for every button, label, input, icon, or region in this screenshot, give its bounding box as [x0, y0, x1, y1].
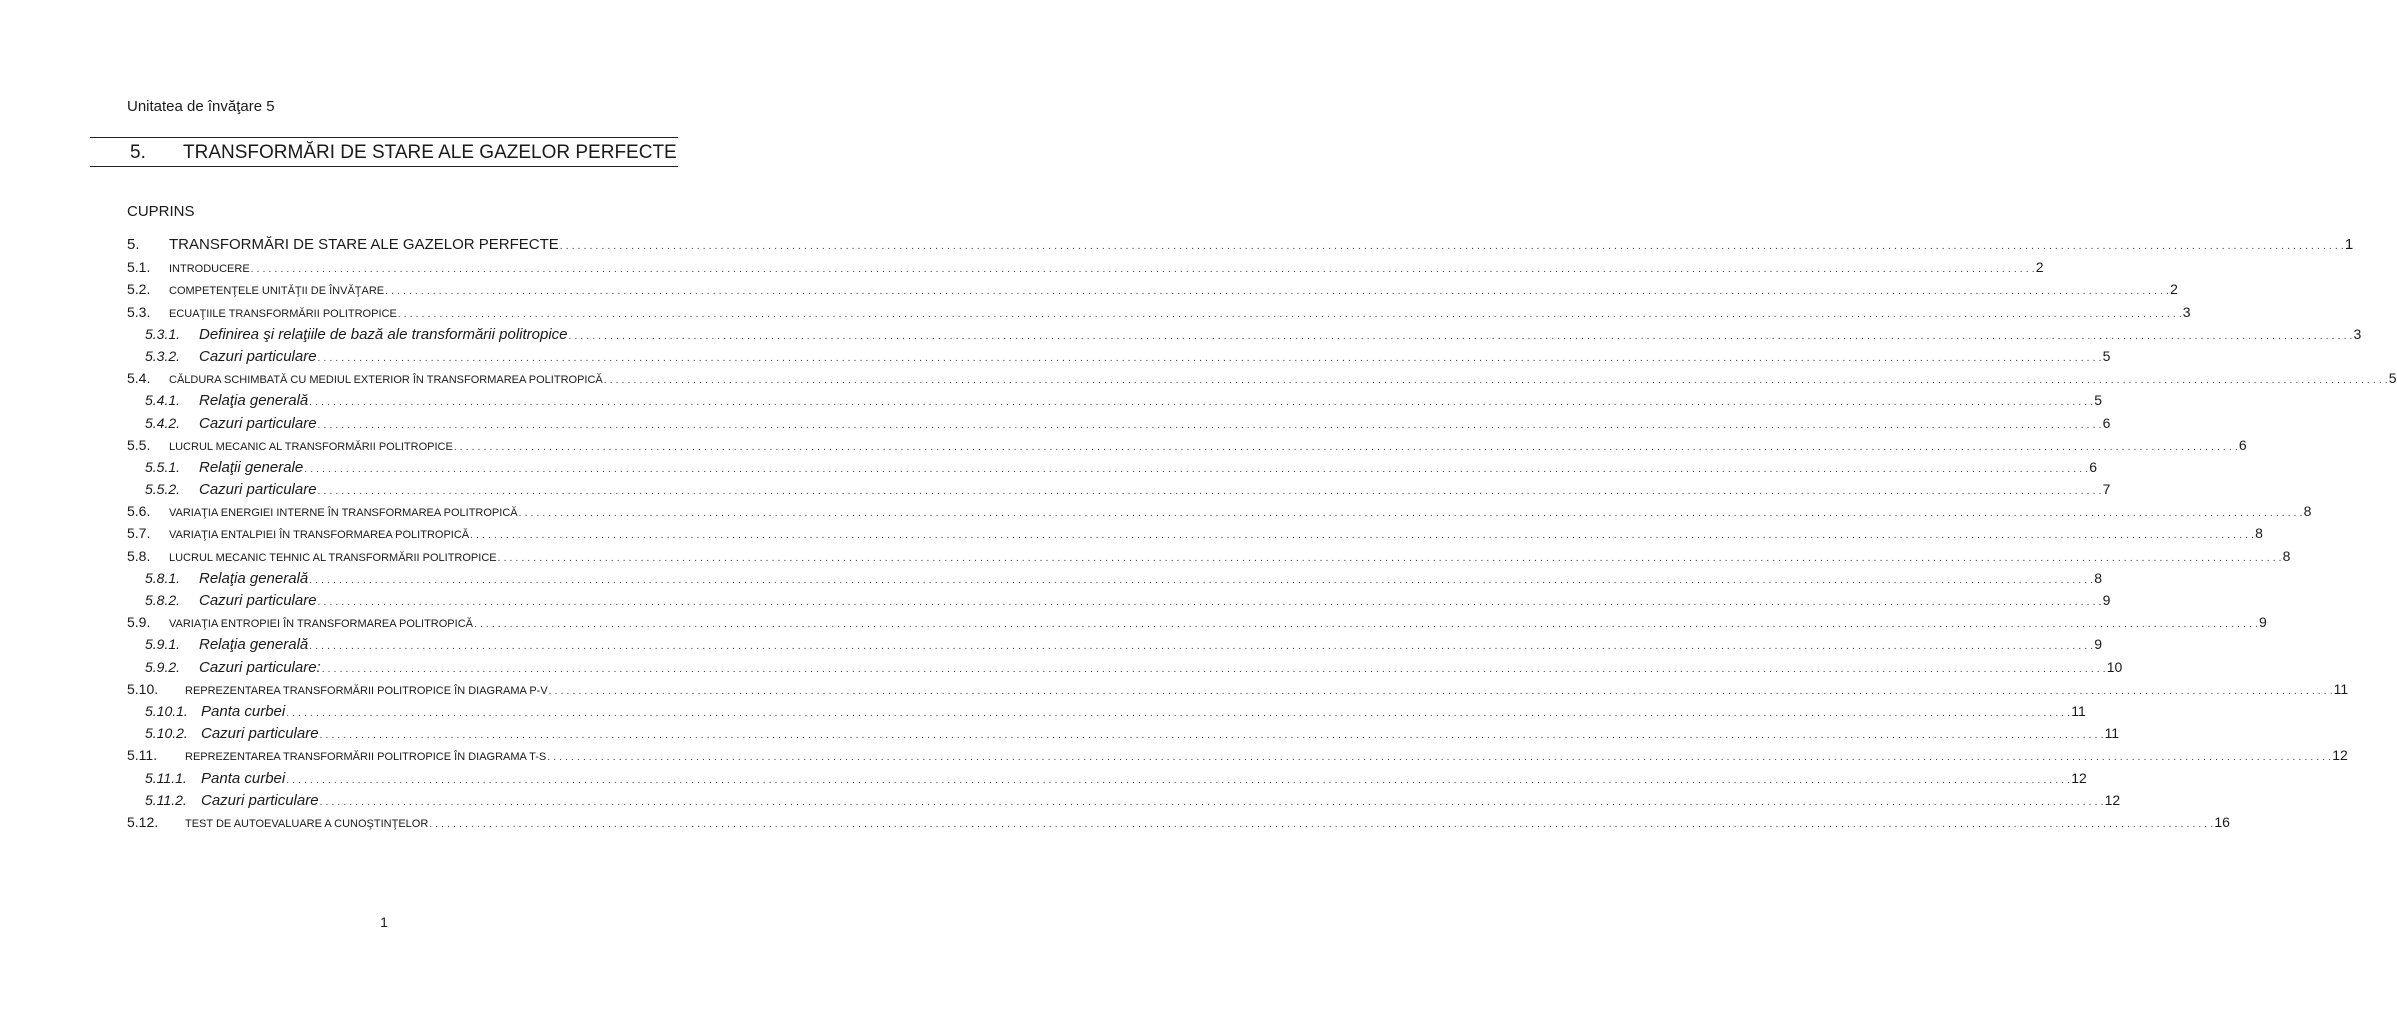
toc-entry-title-text: INTRODUCERE [169, 263, 250, 276]
toc-entry-number: 5.11.2. [145, 791, 187, 808]
toc-entry-page: 5 [2094, 392, 2103, 409]
toc-entry[interactable] [127, 767, 2087, 789]
toc-entry-page: 5 [2388, 370, 2397, 387]
toc-entry-number: 5.3.2. [145, 347, 181, 364]
toc-entry[interactable] [127, 412, 2111, 434]
toc-entry-number: 5.1. [127, 259, 151, 276]
toc-entry-title-text: Panta curbei [201, 702, 286, 720]
toc-entry-title-text: Relaţia generală [199, 636, 309, 654]
toc-dot-leader: . . . . . . . . . . . . . . . . . . . . . . . . . . . . . . . . . . . . . . . . . . . . . . . . . . . . . . . . . . . . . . . . . . . . . . . . . . . . . . . . . . . . . . . . . . . . . . . . . . . . . . . . . . . . . . . . . . . . . . . . . . . . . . . . . . . . . . . . . . . . . . . . . . . . . . . . . . . . . . . . . . . . . . . . . . . . . . . . . . . . . . . . . . . . . . . . . . . . . . . . . . . . . . . . . . . . . . . . . . . . . . . . . . . . . . . . . . . . . . . . . . . . . . . . . . . . . . . . . . . . . . . . . . . . . . . . . . . . . . . . . . . . . . . . . . . . . . . . . . . . [304, 463, 2089, 475]
toc-dot-leader: . . . . . . . . . . . . . . . . . . . . . . . . . . . . . . . . . . . . . . . . . . . . . . . . . . . . . . . . . . . . . . . . . . . . . . . . . . . . . . . . . . . . . . . . . . . . . . . . . . . . . . . . . . . . . . . . . . . . . . . . . . . . . . . . . . . . . . . . . . . . . . . . . . . . . . . . . . . . . . . . . . . . . . . . . . . . . . . . . . . . . . . . . . . . . . . . . . . . . . . . . . . . . . . . . . . . . . . . . . . . . . . . . . . . . . . . . . . . . . . . . . . . . . . . . . . . . . . . . . . . . . . . . . . . . . . . . . . . . . . . . . . . . . . . . . . . . . . . . . . . [309, 397, 2094, 409]
toc-entry-title-text: Definirea şi relaţiile de bază ale transformării politropice [199, 325, 568, 343]
toc-dot-leader: . . . . . . . . . . . . . . . . . . . . . . . . . . . . . . . . . . . . . . . . . . . . . . . . . . . . . . . . . . . . . . . . . . . . . . . . . . . . . . . . . . . . . . . . . . . . . . . . . . . . . . . . . . . . . . . . . . . . . . . . . . . . . . . . . . . . . . . . . . . . . . . . . . . . . . . . . . . . . . . . . . . . . . . . . . . . . . . . . . . . . . . . . . . . . . . . . . . . . . . . . . . . . . . . . . . . . . . . . . . . . . . . . . . . . . . . . . . . . . . . . . . . . . . . . . . . . . . . . . . . . . . . . . . . . . . . . . . . . . . . . . . . . . . . . . . . . . . . . . . . [473, 619, 2258, 631]
toc-entry-number: 5. [127, 236, 140, 253]
toc-entry-title-text: Cazuri particulare [199, 414, 317, 432]
toc-dot-leader: . . . . . . . . . . . . . . . . . . . . . . . . . . . . . . . . . . . . . . . . . . . . . . . . . . . . . . . . . . . . . . . . . . . . . . . . . . . . . . . . . . . . . . . . . . . . . . . . . . . . . . . . . . . . . . . . . . . . . . . . . . . . . . . . . . . . . . . . . . . . . . . . . . . . . . . . . . . . . . . . . . . . . . . . . . . . . . . . . . . . . . . . . . . . . . . . . . . . . . . . . . . . . . . . . . . . . . . . . . . . . . . . . . . . . . . . . . . . . . . . . . . . . . . . . . . . . . . . . . . . . . . . . . . . . . . . . . . . . . . . . . . . . . . . . . . . . . . . . . . . [317, 486, 2102, 498]
toc-dot-leader: . . . . . . . . . . . . . . . . . . . . . . . . . . . . . . . . . . . . . . . . . . . . . . . . . . . . . . . . . . . . . . . . . . . . . . . . . . . . . . . . . . . . . . . . . . . . . . . . . . . . . . . . . . . . . . . . . . . . . . . . . . . . . . . . . . . . . . . . . . . . . . . . . . . . . . . . . . . . . . . . . . . . . . . . . . . . . . . . . . . . . . . . . . . . . . . . . . . . . . . . . . . . . . . . . . . . . . . . . . . . . . . . . . . . . . . . . . . . . . . . . . . . . . . . . . . . . . . . . . . . . . . . . . . . . . . . . . . . . . . . . . . . . . . . . . . . . . . . . . . . [429, 818, 2214, 830]
toc-dot-leader: . . . . . . . . . . . . . . . . . . . . . . . . . . . . . . . . . . . . . . . . . . . . . . . . . . . . . . . . . . . . . . . . . . . . . . . . . . . . . . . . . . . . . . . . . . . . . . . . . . . . . . . . . . . . . . . . . . . . . . . . . . . . . . . . . . . . . . . . . . . . . . . . . . . . . . . . . . . . . . . . . . . . . . . . . . . . . . . . . . . . . . . . . . . . . . . . . . . . . . . . . . . . . . . . . . . . . . . . . . . . . . . . . . . . . . . . . . . . . . . . . . . . . . . . . . . . . . . . . . . . . . . . . . . . . . . . . . . . . . . . . . . . . . . . . . . . . . . . . . . . [286, 707, 2071, 719]
toc-entry-title-text: Relaţii generale [199, 458, 304, 476]
toc-dot-leader: . . . . . . . . . . . . . . . . . . . . . . . . . . . . . . . . . . . . . . . . . . . . . . . . . . . . . . . . . . . . . . . . . . . . . . . . . . . . . . . . . . . . . . . . . . . . . . . . . . . . . . . . . . . . . . . . . . . . . . . . . . . . . . . . . . . . . . . . . . . . . . . . . . . . . . . . . . . . . . . . . . . . . . . . . . . . . . . . . . . . . . . . . . . . . . . . . . . . . . . . . . . . . . . . . . . . . . . . . . . . . . . . . . . . . . . . . . . . . . . . . . . . . . . . . . . . . . . . . . . . . . . . . . . . . . . . . . . . . . . . . . . . . . . . . . . . . . . . . . . . [317, 352, 2102, 364]
toc-entry-page: 2 [2035, 259, 2044, 276]
toc-entry[interactable] [127, 256, 2044, 278]
toc-entry[interactable] [127, 522, 2263, 544]
toc-dot-leader: . . . . . . . . . . . . . . . . . . . . . . . . . . . . . . . . . . . . . . . . . . . . . . . . . . . . . . . . . . . . . . . . . . . . . . . . . . . . . . . . . . . . . . . . . . . . . . . . . . . . . . . . . . . . . . . . . . . . . . . . . . . . . . . . . . . . . . . . . . . . . . . . . . . . . . . . . . . . . . . . . . . . . . . . . . . . . . . . . . . . . . . . . . . . . . . . . . . . . . . . . . . . . . . . . . . . . . . . . . . . . . . . . . . . . . . . . . . . . . . . . . . . . . . . . . . . . . . . . . . . . . . . . . . . . . . . . . . . . . . . . . . . . . . . . . . . . . . . . . . . [518, 508, 2303, 520]
toc-entry-title [169, 234, 2354, 258]
toc-entry-title-text: Cazuri particulare [199, 347, 317, 365]
toc-entry-title-text: LUCRUL MECANIC TEHNIC AL TRANSFORMĂRII POLITROPICE [169, 551, 497, 564]
toc-entry-page: 9 [2094, 636, 2103, 653]
toc-entry[interactable] [127, 234, 2354, 256]
toc-entry-title-text: Cazuri particulare [199, 481, 317, 499]
toc-entry[interactable] [127, 656, 2123, 678]
toc-entry-page: 11 [2104, 725, 2120, 742]
table-of-contents [127, 234, 2397, 833]
toc-entry-title-text: TRANSFORMĂRI DE STARE ALE GAZELOR PERFECTE [169, 236, 559, 253]
toc-entry-page: 11 [2071, 702, 2086, 719]
toc-entry-page: 1 [2344, 236, 2354, 253]
toc-entry[interactable] [127, 589, 2111, 611]
toc-entry-title-text: Cazuri particulare [199, 592, 317, 609]
toc-entry[interactable] [127, 567, 2103, 589]
toc-dot-leader: . . . . . . . . . . . . . . . . . . . . . . . . . . . . . . . . . . . . . . . . . . . . . . . . . . . . . . . . . . . . . . . . . . . . . . . . . . . . . . . . . . . . . . . . . . . . . . . . . . . . . . . . . . . . . . . . . . . . . . . . . . . . . . . . . . . . . . . . . . . . . . . . . . . . . . . . . . . . . . . . . . . . . . . . . . . . . . . . . . . . . . . . . . . . . . . . . . . . . . . . . . . . . . . . . . . . . . . . . . . . . . . . . . . . . . . . . . . . . . . . . . . . . . . . . . . . . . . . . . . . . . . . . . . . . . . . . . . . . . . . . . . . . . . . . . . . . . . . . . . . [286, 774, 2071, 786]
toc-entry[interactable] [127, 323, 2362, 345]
toc-dot-leader: . . . . . . . . . . . . . . . . . . . . . . . . . . . . . . . . . . . . . . . . . . . . . . . . . . . . . . . . . . . . . . . . . . . . . . . . . . . . . . . . . . . . . . . . . . . . . . . . . . . . . . . . . . . . . . . . . . . . . . . . . . . . . . . . . . . . . . . . . . . . . . . . . . . . . . . . . . . . . . . . . . . . . . . . . . . . . . . . . . . . . . . . . . . . . . . . . . . . . . . . . . . . . . . . . . . . . . . . . . . . . . . . . . . . . . . . . . . . . . . . . . . . . . . . . . . . . . . . . . . . . . . . . . . . . . . . . . . . . . . . . . . . . . . . . . . . . . . . . . . . [470, 530, 2255, 542]
toc-dot-leader: . . . . . . . . . . . . . . . . . . . . . . . . . . . . . . . . . . . . . . . . . . . . . . . . . . . . . . . . . . . . . . . . . . . . . . . . . . . . . . . . . . . . . . . . . . . . . . . . . . . . . . . . . . . . . . . . . . . . . . . . . . . . . . . . . . . . . . . . . . . . . . . . . . . . . . . . . . . . . . . . . . . . . . . . . . . . . . . . . . . . . . . . . . . . . . . . . . . . . . . . . . . . . . . . . . . . . . . . . . . . . . . . . . . . . . . . . . . . . . . . . . . . . . . . . . . . . . . . . . . . . . . . . . . . . . . . . . . . . . . . . . . . . . . . . . . . . . . . . . . . [309, 641, 2094, 653]
toc-entry-title [185, 811, 2230, 836]
toc-entry-title-text: VARIAŢIA ENTALPIEI ÎN TRANSFORMAREA POLITROPICĂ [169, 529, 470, 542]
toc-entry[interactable] [127, 367, 2397, 389]
top-rule [90, 137, 678, 138]
toc-entry-page: 9 [2259, 614, 2267, 631]
toc-entry-number: 5.7. [127, 525, 151, 542]
toc-entry[interactable] [127, 278, 2178, 300]
toc-entry-title-text: VARIAŢIA ENTROPIEI ÎN TRANSFORMAREA POLITROPICĂ [169, 618, 473, 631]
toc-entry-page: 7 [2102, 481, 2111, 498]
toc-entry-title-text: Cazuri particulare: [199, 658, 321, 676]
toc-dot-leader: . . . . . . . . . . . . . . . . . . . . . . . . . . . . . . . . . . . . . . . . . . . . . . . . . . . . . . . . . . . . . . . . . . . . . . . . . . . . . . . . . . . . . . . . . . . . . . . . . . . . . . . . . . . . . . . . . . . . . . . . . . . . . . . . . . . . . . . . . . . . . . . . . . . . . . . . . . . . . . . . . . . . . . . . . . . . . . . . . . . . . . . . . . . . . . . . . . . . . . . . . . . . . . . . . . . . . . . . . . . . . . . . . . . . . . . . . . . . . . . . . . . . . . . . . . . . . . . . . . . . . . . . . . . . . . . . . . . . . . . . . . . . . . . . . . . . . . . . . . . . [317, 419, 2102, 431]
toc-entry-page: 10 [2106, 658, 2123, 675]
toc-dot-leader: . . . . . . . . . . . . . . . . . . . . . . . . . . . . . . . . . . . . . . . . . . . . . . . . . . . . . . . . . . . . . . . . . . . . . . . . . . . . . . . . . . . . . . . . . . . . . . . . . . . . . . . . . . . . . . . . . . . . . . . . . . . . . . . . . . . . . . . . . . . . . . . . . . . . . . . . . . . . . . . . . . . . . . . . . . . . . . . . . . . . . . . . . . . . . . . . . . . . . . . . . . . . . . . . . . . . . . . . . . . . . . . . . . . . . . . . . . . . . . . . . . . . . . . . . . . . . . . . . . . . . . . . . . . . . . . . . . . . . . . . . . . . . . . . . . . . . . . . . . . . [568, 330, 2353, 342]
toc-entry[interactable] [127, 478, 2111, 500]
toc-dot-leader: . . . . . . . . . . . . . . . . . . . . . . . . . . . . . . . . . . . . . . . . . . . . . . . . . . . . . . . . . . . . . . . . . . . . . . . . . . . . . . . . . . . . . . . . . . . . . . . . . . . . . . . . . . . . . . . . . . . . . . . . . . . . . . . . . . . . . . . . . . . . . . . . . . . . . . . . . . . . . . . . . . . . . . . . . . . . . . . . . . . . . . . . . . . . . . . . . . . . . . . . . . . . . . . . . . . . . . . . . . . . . . . . . . . . . . . . . . . . . . . . . . . . . . . . . . . . . . . . . . . . . . . . . . . . . . . . . . . . . . . . . . . . . . . . . . . . . . . . . . . . [319, 796, 2104, 808]
toc-entry[interactable] [127, 545, 2291, 567]
toc-entry[interactable] [127, 345, 2111, 367]
toc-entry-number: 5.9.2. [145, 658, 181, 675]
toc-entry-page: 8 [2255, 525, 2263, 542]
toc-entry[interactable] [127, 500, 2312, 522]
toc-entry-title-text: TEST DE AUTOEVALUARE A CUNOŞTINŢELOR [185, 817, 429, 830]
toc-entry-title-text: Relaţia generală [199, 569, 309, 587]
toc-dot-leader: . . . . . . . . . . . . . . . . . . . . . . . . . . . . . . . . . . . . . . . . . . . . . . . . . . . . . . . . . . . . . . . . . . . . . . . . . . . . . . . . . . . . . . . . . . . . . . . . . . . . . . . . . . . . . . . . . . . . . . . . . . . . . . . . . . . . . . . . . . . . . . . . . . . . . . . . . . . . . . . . . . . . . . . . . . . . . . . . . . . . . . . . . . . . . . . . . . . . . . . . . . . . . . . . . . . . . . . . . . . . . . . . . . . . . . . . . . . . . . . . . . . . . . . . . . . . . . . . . . . . . . . . . . . . . . . . . . . . . . . . . . . . . . . . . . . . . . . . . . . . [309, 574, 2094, 586]
toc-entry-title-text: Cazuri particulare [201, 725, 319, 743]
toc-entry-title-text: VARIAŢIA ENERGIEI INTERNE ÎN TRANSFORMAREA POLITROPICĂ [169, 507, 518, 520]
page-number: 1 [380, 914, 388, 930]
toc-entry-number: 5.4. [127, 370, 151, 387]
toc-entry[interactable] [127, 389, 2103, 411]
toc-entry-number: 5.11. [127, 747, 158, 764]
toc-dot-leader: . . . . . . . . . . . . . . . . . . . . . . . . . . . . . . . . . . . . . . . . . . . . . . . . . . . . . . . . . . . . . . . . . . . . . . . . . . . . . . . . . . . . . . . . . . . . . . . . . . . . . . . . . . . . . . . . . . . . . . . . . . . . . . . . . . . . . . . . . . . . . . . . . . . . . . . . . . . . . . . . . . . . . . . . . . . . . . . . . . . . . . . . . . . . . . . . . . . . . . . . . . . . . . . . . . . . . . . . . . . . . . . . . . . . . . . . . . . . . . . . . . . . . . . . . . . . . . . . . . . . . . . . . . . . . . . . . . . . . . . . . . . . . . . . . . . . . . . . . . . . [250, 264, 2035, 276]
toc-entry-page: 3 [2182, 303, 2191, 320]
toc-dot-leader: . . . . . . . . . . . . . . . . . . . . . . . . . . . . . . . . . . . . . . . . . . . . . . . . . . . . . . . . . . . . . . . . . . . . . . . . . . . . . . . . . . . . . . . . . . . . . . . . . . . . . . . . . . . . . . . . . . . . . . . . . . . . . . . . . . . . . . . . . . . . . . . . . . . . . . . . . . . . . . . . . . . . . . . . . . . . . . . . . . . . . . . . . . . . . . . . . . . . . . . . . . . . . . . . . . . . . . . . . . . . . . . . . . . . . . . . . . . . . . . . . . . . . . . . . . . . . . . . . . . . . . . . . . . . . . . . . . . . . . . . . . . . . . . . . . . . . . . . . . . . [385, 286, 2170, 298]
toc-entry-number: 5.8. [127, 547, 151, 564]
toc-entry-number: 5.6. [127, 503, 151, 520]
toc-entry-number: 5.4.2. [145, 414, 181, 431]
toc-entry-number: 5.5. [127, 436, 151, 453]
toc-dot-leader: . . . . . . . . . . . . . . . . . . . . . . . . . . . . . . . . . . . . . . . . . . . . . . . . . . . . . . . . . . . . . . . . . . . . . . . . . . . . . . . . . . . . . . . . . . . . . . . . . . . . . . . . . . . . . . . . . . . . . . . . . . . . . . . . . . . . . . . . . . . . . . . . . . . . . . . . . . . . . . . . . . . . . . . . . . . . . . . . . . . . . . . . . . . . . . . . . . . . . . . . . . . . . . . . . . . . . . . . . . . . . . . . . . . . . . . . . . . . . . . . . . . . . . . . . . . . . . . . . . . . . . . . . . . . . . . . . . . . . . . . . . . . . . . . . . . . . . . . . . . . [321, 663, 2106, 675]
toc-entry[interactable] [127, 611, 2267, 633]
toc-entry-number: 5.3.1. [145, 325, 181, 342]
toc-entry-number: 5.9. [127, 614, 151, 631]
toc-entry-page: 6 [2102, 414, 2111, 431]
toc-entry-title-text: CĂLDURA SCHIMBATĂ CU MEDIUL EXTERIOR ÎN TRANSFORMAREA POLITROPICĂ [169, 374, 603, 387]
toc-entry[interactable] [127, 456, 2098, 478]
toc-entry-page: 12 [2071, 769, 2087, 786]
chapter-title [130, 140, 678, 166]
toc-dot-leader: . . . . . . . . . . . . . . . . . . . . . . . . . . . . . . . . . . . . . . . . . . . . . . . . . . . . . . . . . . . . . . . . . . . . . . . . . . . . . . . . . . . . . . . . . . . . . . . . . . . . . . . . . . . . . . . . . . . . . . . . . . . . . . . . . . . . . . . . . . . . . . . . . . . . . . . . . . . . . . . . . . . . . . . . . . . . . . . . . . . . . . . . . . . . . . . . . . . . . . . . . . . . . . . . . . . . . . . . . . . . . . . . . . . . . . . . . . . . . . . . . . . . . . . . . . . . . . . . . . . . . . . . . . . . . . . . . . . . . . . . . . . . . . . . . . . . . . . . . . . . [548, 685, 2333, 697]
toc-entry-number: 5.10.2. [145, 725, 188, 742]
toc-entry-number: 5.11.1. [145, 769, 187, 786]
toc-entry[interactable] [127, 678, 2349, 700]
toc-entry-number: 5.8.1. [145, 569, 181, 586]
toc-entry-number: 5.10. [127, 680, 159, 697]
contents-heading: CUPRINS [127, 203, 195, 220]
toc-entry-page: 5 [2102, 347, 2111, 364]
toc-dot-leader: . . . . . . . . . . . . . . . . . . . . . . . . . . . . . . . . . . . . . . . . . . . . . . . . . . . . . . . . . . . . . . . . . . . . . . . . . . . . . . . . . . . . . . . . . . . . . . . . . . . . . . . . . . . . . . . . . . . . . . . . . . . . . . . . . . . . . . . . . . . . . . . . . . . . . . . . . . . . . . . . . . . . . . . . . . . . . . . . . . . . . . . . . . . . . . . . . . . . . . . . . . . . . . . . . . . . . . . . . . . . . . . . . . . . . . . . . . . . . . . . . . . . . . . . . . . . . . . . . . . . . . . . . . . . . . . . . . . . . . . . . . . . . . . . . . . . . . . . . . . . [547, 752, 2332, 764]
toc-dot-leader: . . . . . . . . . . . . . . . . . . . . . . . . . . . . . . . . . . . . . . . . . . . . . . . . . . . . . . . . . . . . . . . . . . . . . . . . . . . . . . . . . . . . . . . . . . . . . . . . . . . . . . . . . . . . . . . . . . . . . . . . . . . . . . . . . . . . . . . . . . . . . . . . . . . . . . . . . . . . . . . . . . . . . . . . . . . . . . . . . . . . . . . . . . . . . . . . . . . . . . . . . . . . . . . . . . . . . . . . . . . . . . . . . . . . . . . . . . . . . . . . . . . . . . . . . . . . . . . . . . . . . . . . . . . . . . . . . . . . . . . . . . . . . . . . . . . . . . . . . . . . [453, 441, 2238, 453]
running-header: Unitatea de învăţare 5 [127, 98, 275, 115]
toc-entry[interactable] [127, 700, 2086, 722]
toc-dot-leader: . . . . . . . . . . . . . . . . . . . . . . . . . . . . . . . . . . . . . . . . . . . . . . . . . . . . . . . . . . . . . . . . . . . . . . . . . . . . . . . . . . . . . . . . . . . . . . . . . . . . . . . . . . . . . . . . . . . . . . . . . . . . . . . . . . . . . . . . . . . . . . . . . . . . . . . . . . . . . . . . . . . . . . . . . . . . . . . . . . . . . . . . . . . . . . . . . . . . . . . . . . . . . . . . . . . . . . . . . . . . . . . . . . . . . . . . . . . . . . . . . . . . . . . . . . . . . . . . . . . . . . . . . . . . . . . . . . . . . . . . . . . . . . . . . . . . . . . . . . . . [397, 308, 2182, 320]
toc-entry[interactable] [127, 744, 2348, 766]
toc-entry-title-text: REPREZENTAREA TRANSFORMĂRII POLITROPICE ÎN DIAGRAMA P-V [185, 684, 548, 697]
toc-dot-leader: . . . . . . . . . . . . . . . . . . . . . . . . . . . . . . . . . . . . . . . . . . . . . . . . . . . . . . . . . . . . . . . . . . . . . . . . . . . . . . . . . . . . . . . . . . . . . . . . . . . . . . . . . . . . . . . . . . . . . . . . . . . . . . . . . . . . . . . . . . . . . . . . . . . . . . . . . . . . . . . . . . . . . . . . . . . . . . . . . . . . . . . . . . . . . . . . . . . . . . . . . . . . . . . . . . . . . . . . . . . . . . . . . . . . . . . . . . . . . . . . . . . . . . . . . . . . . . . . . . . . . . . . . . . . . . . . . . . . . . . . . . . . . . . . . . . . . . . . . . . . [497, 552, 2282, 564]
toc-entry-page: 8 [2094, 569, 2103, 586]
toc-entry-title-text: ECUAŢIILE TRANSFORMĂRII POLITROPICE [169, 307, 397, 320]
toc-entry-number: 5.9.1. [145, 636, 181, 653]
toc-entry-page: 12 [2332, 747, 2348, 764]
toc-entry-page: 9 [2102, 592, 2111, 608]
toc-entry-title-text: COMPETENŢELE UNITĂŢII DE ÎNVĂŢARE [169, 285, 385, 298]
toc-entry-page: 3 [2353, 325, 2362, 342]
toc-dot-leader: . . . . . . . . . . . . . . . . . . . . . . . . . . . . . . . . . . . . . . . . . . . . . . . . . . . . . . . . . . . . . . . . . . . . . . . . . . . . . . . . . . . . . . . . . . . . . . . . . . . . . . . . . . . . . . . . . . . . . . . . . . . . . . . . . . . . . . . . . . . . . . . . . . . . . . . . . . . . . . . . . . . . . . . . . . . . . . . . . . . . . . . . . . . . . . . . . . . . . . . . . . . . . . . . . . . . . . . . . . . . . . . . . . . . . . . . . . . . . . . . . . . . . . . . . . . . . . . . . . . . . . . . . . . . . . . . . . . . . . . . . . . . . . . . . . . . . . . . . . . . [319, 730, 2104, 742]
toc-entry-page: 6 [2238, 436, 2247, 453]
toc-entry-page: 11 [2333, 680, 2349, 697]
toc-entry[interactable] [127, 811, 2230, 833]
toc-entry-title-text: Relaţia generală [199, 392, 309, 410]
toc-entry-number: 5.5.1. [145, 458, 181, 475]
toc-entry-page: 2 [2170, 281, 2178, 298]
toc-entry-number: 5.5.2. [145, 481, 181, 498]
toc-entry-title-text: Panta curbei [201, 769, 286, 787]
toc-dot-leader: . . . . . . . . . . . . . . . . . . . . . . . . . . . . . . . . . . . . . . . . . . . . . . . . . . . . . . . . . . . . . . . . . . . . . . . . . . . . . . . . . . . . . . . . . . . . . . . . . . . . . . . . . . . . . . . . . . . . . . . . . . . . . . . . . . . . . . . . . . . . . . . . . . . . . . . . . . . . . . . . . . . . . . . . . . . . . . . . . . . . . . . . . . . . . . . . . . . . . . . . . . . . . . . . . . . . . . . . . . . . . . . . . . . . . . . . . . . . . . . . . . . . . . . . . . . . . . . . . . . . . . . . . . . . . . . . . . . . . . . . . . . . . . . . . . . . . . . . . . . . [317, 597, 2102, 608]
toc-entry-number: 5.2. [127, 281, 151, 298]
chapter-number: 5. [130, 142, 146, 163]
toc-entry-page: 8 [2303, 503, 2312, 520]
toc-entry[interactable] [127, 722, 2120, 744]
toc-entry-number: 5.3. [127, 303, 151, 320]
chapter-title-text: TRANSFORMĂRI DE STARE ALE GAZELOR PERFECTE [183, 142, 677, 163]
toc-entry[interactable] [127, 633, 2103, 655]
toc-dot-leader: . . . . . . . . . . . . . . . . . . . . . . . . . . . . . . . . . . . . . . . . . . . . . . . . . . . . . . . . . . . . . . . . . . . . . . . . . . . . . . . . . . . . . . . . . . . . . . . . . . . . . . . . . . . . . . . . . . . . . . . . . . . . . . . . . . . . . . . . . . . . . . . . . . . . . . . . . . . . . . . . . . . . . . . . . . . . . . . . . . . . . . . . . . . . . . . . . . . . . . . . . . . . . . . . . . . . . . . . . . . . . . . . . . . . . . . . . . . . . . . . . . . . . . . . . . . . . . . . . . . . . . . . . . . . . . . . . . . . . . . . . . . . . . . . . . . . . . . . . . . . [603, 375, 2388, 387]
toc-entry-number: 5.8.2. [145, 592, 181, 608]
toc-entry-page: 12 [2104, 791, 2121, 808]
toc-entry-number: 5.12. [127, 813, 159, 830]
toc-entry-page: 8 [2282, 547, 2291, 564]
bottom-rule [90, 166, 678, 167]
toc-entry-page: 16 [2214, 813, 2230, 830]
toc-entry-title-text: REPREZENTAREA TRANSFORMĂRII POLITROPICE ÎN DIAGRAMA T-S [185, 751, 547, 764]
toc-entry[interactable] [127, 301, 2191, 323]
toc-entry-number: 5.10.1. [145, 702, 188, 719]
toc-entry-number: 5.4.1. [145, 392, 181, 409]
toc-entry[interactable] [127, 789, 2121, 811]
toc-entry[interactable] [127, 434, 2247, 456]
toc-entry-title-text: LUCRUL MECANIC AL TRANSFORMĂRII POLITROPICE [169, 440, 453, 453]
toc-dot-leader: . . . . . . . . . . . . . . . . . . . . . . . . . . . . . . . . . . . . . . . . . . . . . . . . . . . . . . . . . . . . . . . . . . . . . . . . . . . . . . . . . . . . . . . . . . . . . . . . . . . . . . . . . . . . . . . . . . . . . . . . . . . . . . . . . . . . . . . . . . . . . . . . . . . . . . . . . . . . . . . . . . . . . . . . . . . . . . . . . . . . . . . . . . . . . . . . . . . . . . . . . . . . . . . . . . . . . . . . . . . . . . . . . . . . . . . . . . . . . . . . . . . . . . . . . . . . . . . . . . . . . . . . . . . . . . . . . . . . . . . . . . . . . . . . . . . . . . . . . . . . [559, 241, 2344, 252]
toc-entry-title-text: Cazuri particulare [201, 791, 319, 809]
toc-entry-page: 6 [2089, 458, 2098, 475]
